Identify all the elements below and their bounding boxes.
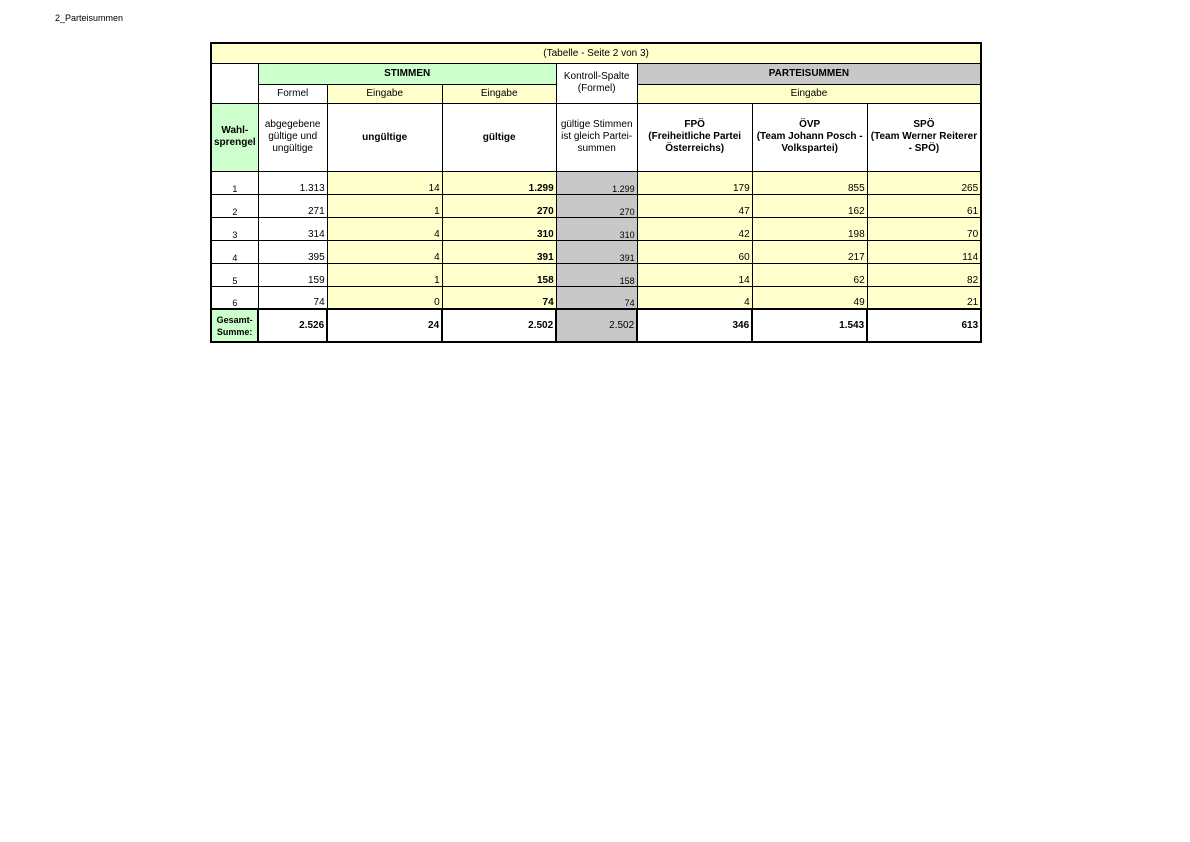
cell-ungueltige[interactable]: 1 — [327, 194, 442, 217]
cell-oevp[interactable]: 162 — [752, 194, 867, 217]
party-oevp-name: ÖVP — [799, 119, 821, 130]
table-caption: (Tabelle - Seite 2 von 3) — [211, 43, 981, 63]
party-oevp-fullname: (Team Johann Posch - Volkspartei) — [756, 131, 863, 154]
col-header-oevp — [752, 103, 867, 171]
table-row — [211, 171, 981, 194]
party-fpoe-name: FPÖ — [684, 119, 705, 130]
cell-ungueltige[interactable]: 14 — [327, 171, 442, 194]
col-header-spoe — [867, 103, 981, 171]
col-header-ungueltige: ungültige — [327, 103, 442, 171]
subheader-eingabe-ungueltige: Eingabe — [327, 84, 442, 103]
total-row — [211, 309, 981, 342]
cell-abgegebene: 395 — [258, 240, 327, 263]
cell-kontrolle: 158 — [556, 263, 637, 286]
table-row — [211, 263, 981, 286]
cell-ungueltige[interactable]: 1 — [327, 263, 442, 286]
subheader-formel: Formel — [258, 84, 327, 103]
cell-kontrolle: 270 — [556, 194, 637, 217]
col-header-gueltige: gültige — [442, 103, 556, 171]
group-header-parteisummen: PARTEISUMMEN — [637, 63, 981, 84]
subheader-eingabe-gueltige: Eingabe — [442, 84, 556, 103]
cell-sprengel: 2 — [211, 194, 258, 217]
col-header-wahlsprengel: Wahl-sprengel — [211, 103, 258, 171]
cell-abgegebene: 314 — [258, 217, 327, 240]
cell-gueltige[interactable]: 391 — [442, 240, 556, 263]
cell-fpoe[interactable]: 4 — [637, 286, 752, 309]
cell-oevp[interactable]: 49 — [752, 286, 867, 309]
col-header-fpoe — [637, 103, 752, 171]
group-header-kontroll: Kontroll-Spalte (Formel) — [556, 63, 637, 103]
cell-abgegebene: 159 — [258, 263, 327, 286]
cell-spoe[interactable]: 82 — [867, 263, 981, 286]
cell-fpoe[interactable]: 47 — [637, 194, 752, 217]
cell-abgegebene: 271 — [258, 194, 327, 217]
cell-ungueltige[interactable]: 4 — [327, 217, 442, 240]
cell-kontrolle: 310 — [556, 217, 637, 240]
cell-oevp[interactable]: 855 — [752, 171, 867, 194]
total-oevp: 1.543 — [752, 309, 867, 342]
party-fpoe-fullname: (Freiheitliche Partei Österreichs) — [648, 131, 742, 154]
total-label: Gesamt-Summe: — [211, 309, 258, 342]
cell-spoe[interactable]: 265 — [867, 171, 981, 194]
cell-abgegebene: 74 — [258, 286, 327, 309]
cell-fpoe[interactable]: 14 — [637, 263, 752, 286]
party-spoe-fullname: (Team Werner Reiterer - SPÖ) — [870, 131, 978, 154]
cell-kontrolle: 74 — [556, 286, 637, 309]
cell-gueltige[interactable]: 310 — [442, 217, 556, 240]
total-fpoe: 346 — [637, 309, 752, 342]
cell-sprengel: 6 — [211, 286, 258, 309]
table-row — [211, 217, 981, 240]
total-kontrolle: 2.502 — [556, 309, 637, 342]
cell-sprengel: 5 — [211, 263, 258, 286]
party-spoe-name: SPÖ — [913, 119, 935, 130]
corner-cell — [211, 63, 258, 103]
cell-gueltige[interactable]: 74 — [442, 286, 556, 309]
cell-gueltige[interactable]: 158 — [442, 263, 556, 286]
cell-gueltige[interactable]: 270 — [442, 194, 556, 217]
cell-fpoe[interactable]: 60 — [637, 240, 752, 263]
cell-spoe[interactable]: 70 — [867, 217, 981, 240]
total-spoe: 613 — [867, 309, 981, 342]
cell-sprengel: 1 — [211, 171, 258, 194]
cell-ungueltige[interactable]: 0 — [327, 286, 442, 309]
cell-spoe[interactable]: 21 — [867, 286, 981, 309]
total-ungueltige: 24 — [327, 309, 442, 342]
cell-fpoe[interactable]: 179 — [637, 171, 752, 194]
cell-oevp[interactable]: 217 — [752, 240, 867, 263]
cell-gueltige[interactable]: 1.299 — [442, 171, 556, 194]
table-row — [211, 286, 981, 309]
results-table — [210, 42, 982, 343]
cell-kontrolle: 391 — [556, 240, 637, 263]
subheader-eingabe-parteien: Eingabe — [637, 84, 981, 103]
table-row — [211, 194, 981, 217]
cell-ungueltige[interactable]: 4 — [327, 240, 442, 263]
group-header-stimmen: STIMMEN — [258, 63, 556, 84]
col-header-kontrolle: gültige Stimmen ist gleich Partei-summen — [556, 103, 637, 171]
cell-oevp[interactable]: 62 — [752, 263, 867, 286]
total-gueltige: 2.502 — [442, 309, 556, 342]
sheet-name: 2_Parteisummen — [55, 13, 124, 23]
cell-oevp[interactable]: 198 — [752, 217, 867, 240]
table-row — [211, 240, 981, 263]
cell-spoe[interactable]: 61 — [867, 194, 981, 217]
cell-sprengel: 4 — [211, 240, 258, 263]
cell-kontrolle: 1.299 — [556, 171, 637, 194]
total-abgegebene: 2.526 — [258, 309, 327, 342]
cell-fpoe[interactable]: 42 — [637, 217, 752, 240]
cell-spoe[interactable]: 114 — [867, 240, 981, 263]
col-header-abgegebene: abgegebene gültige und ungültige — [258, 103, 327, 171]
cell-sprengel: 3 — [211, 217, 258, 240]
cell-abgegebene: 1.313 — [258, 171, 327, 194]
